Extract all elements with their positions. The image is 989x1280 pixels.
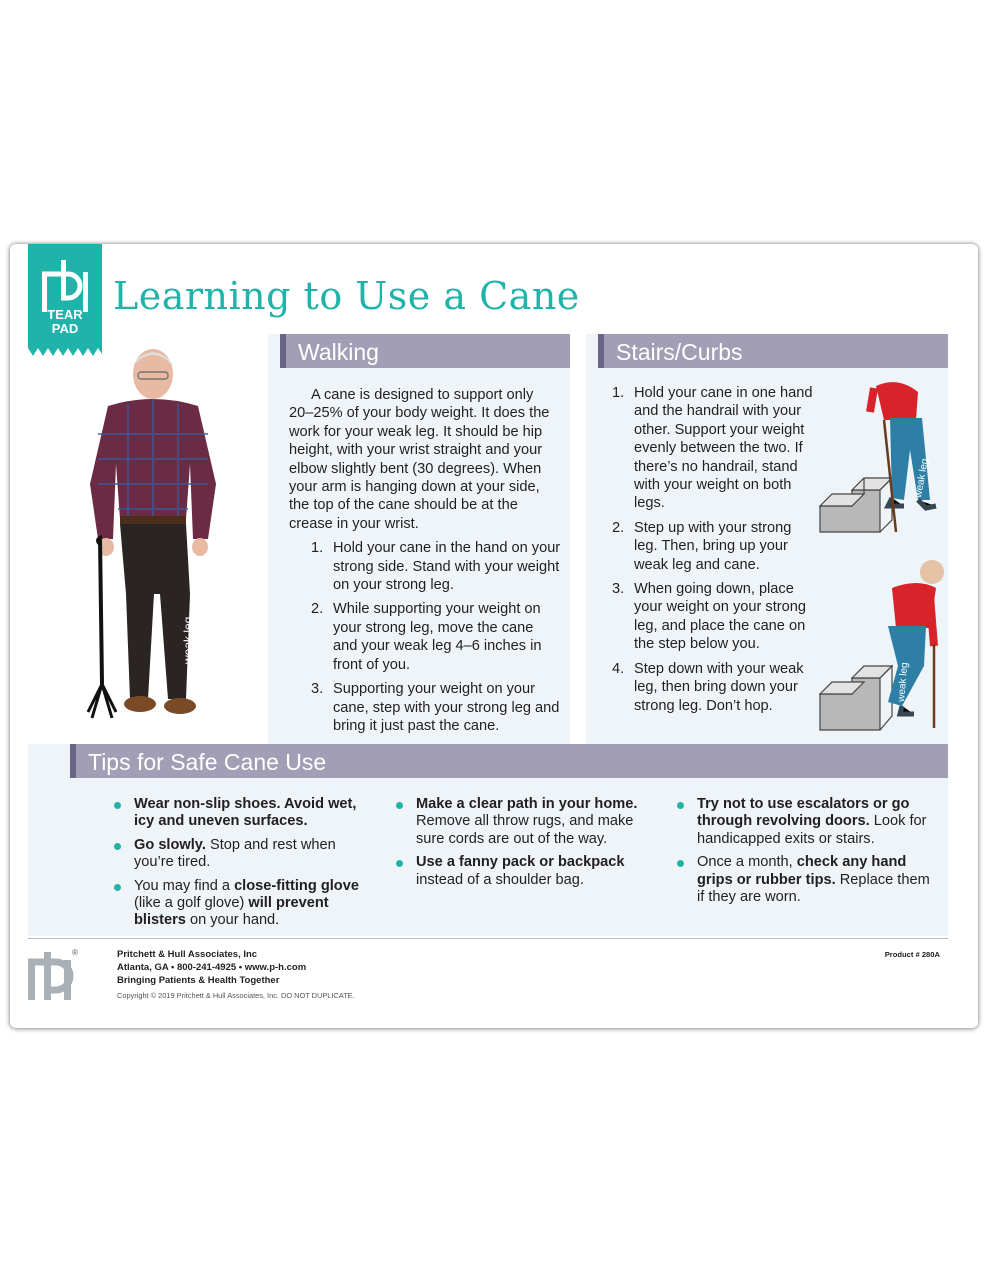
tips-header: Tips for Safe Cane Use: [70, 744, 948, 778]
page-title: Learning to Use a Cane: [113, 274, 580, 318]
registered-mark: ®: [72, 948, 78, 957]
tip-item: You may find a close-fitting glove (like a golf glove) will prevent blisters on your hand.: [112, 878, 362, 930]
tip-item: Try not to use escalators or go through revolving doors. Look for handicapped exits or stairs.: [675, 796, 937, 848]
walking-intro: A cane is designed to support only 20–25% of your body weight. It does the work for your weak leg. It should be hip height, with your wrist straight and your elbow slightly bent (30 degrees). When your arm is hanging down at your side, the top of the cane should be at the crease in your wrist.: [289, 387, 550, 532]
pad-label: PAD: [51, 321, 79, 336]
footer-tagline: Bringing Patients & Health Together: [117, 975, 280, 986]
footer-copyright: Copyright © 2019 Pritchett & Hull Associates, Inc. DO NOT DUPLICATE.: [117, 991, 355, 1000]
walking-step: 1. Hold your cane in the hand on your strong side. Stand with your weight on your strong leg.: [311, 540, 561, 594]
footer-company: Pritchett & Hull Associates, Inc: [117, 949, 258, 960]
tip-item: Go slowly. Stop and rest when you’re tired.: [112, 837, 362, 872]
stairs-header: Stairs/Curbs: [598, 334, 948, 368]
stairs-step: 3. When going down, place your weight on your strong leg, and place the cane on the step below you.: [612, 581, 806, 653]
stairs-steps: [612, 384, 818, 715]
tear-label: TEAR: [47, 307, 83, 322]
stairs-down-illustration: [818, 556, 946, 734]
stairs-step: 4. Step down with your weak leg, then bring down your strong leg. Don’t hop.: [612, 660, 804, 714]
weak-leg-label-walking: weak leg: [181, 616, 195, 664]
tips-column-2: [394, 796, 644, 895]
walking-step: 2. While supporting your weight on your strong leg, move the cane and your weak leg 4–6 inches in front of you.: [311, 601, 542, 673]
stairs-body: [612, 384, 818, 721]
walking-body: [289, 386, 561, 741]
ph-logo-icon: [24, 950, 80, 1002]
walking-steps: [289, 539, 561, 735]
tips-column-1: [112, 796, 362, 936]
weak-leg-label-up: weak leg: [913, 457, 931, 499]
man-with-cane-photo: [68, 344, 238, 728]
tip-item: Wear non-slip shoes. Avoid wet, icy and uneven surfaces.: [112, 796, 362, 831]
stairs-up-illustration: [818, 380, 946, 536]
footer-address: Atlanta, GA • 800-241-4925 • www.p-h.com: [117, 962, 307, 973]
tear-pad-badge: [28, 244, 102, 356]
walking-step: 3. Supporting your weight on your cane, step with your strong leg and bring it just past the cane.: [311, 681, 560, 734]
tips-column-3: [675, 796, 937, 912]
handout-sheet: [10, 244, 978, 1028]
weak-leg-label-down: weak leg: [896, 661, 911, 703]
stairs-step: 2. Step up with your strong leg. Then, bring up your weak leg and cane.: [612, 519, 792, 573]
tip-item: Use a fanny pack or backpack instead of a shoulder bag.: [394, 854, 644, 889]
tear-pad-logo-icon: [28, 244, 102, 356]
walking-header: Walking: [280, 334, 570, 368]
tip-item: Once a month, check any hand grips or rubber tips. Replace them if they are worn.: [675, 854, 937, 906]
footer-divider: [28, 938, 948, 939]
tip-item: Make a clear path in your home. Remove all throw rugs, and make sure cords are out of the way.: [394, 796, 644, 848]
product-number: Product # 280A: [884, 950, 940, 959]
stairs-step: 1. Hold your cane in one hand and the handrail with your other. Support your weight evenly between the two. If there’s no handrail, stand with your weight on both legs.: [612, 385, 813, 512]
